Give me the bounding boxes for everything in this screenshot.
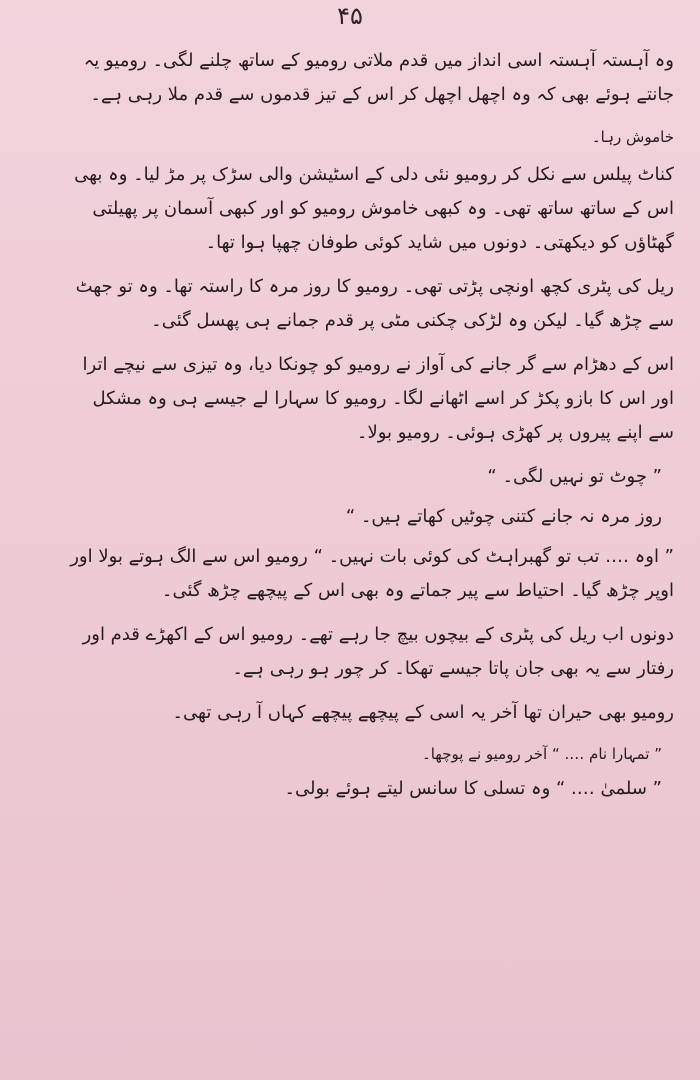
paragraph-4: ریل کی پٹری کچھ اونچی پڑتی تھی۔ رومیو کا روز مرہ کا راستہ تھا۔ وہ تو جھٹ سے چڑھ گیا۔ لیکن وہ لڑکی چکنی مٹی پر قدم جمانے ہی پھسل گئی۔: [75, 276, 674, 331]
paragraph-2: خاموش رہا۔: [591, 128, 674, 146]
dialogue-5: ” سلمیٰ …. “ وہ تسلی کا سانس لیتے ہوئے بولی۔: [284, 778, 662, 799]
dialogue-2: روز مرہ نہ جانے کتنی چوٹیں کھاتے ہیں۔ “: [345, 506, 662, 527]
dialogue-1: ” چوٹ تو نہیں لگی۔ “: [487, 466, 662, 487]
paragraph-5: اس کے دھڑام سے گر جانے کی آواز نے رومیو کو چونکا دیا، وہ تیزی سے نیچے اترا اور اس کا بازو پکڑ کر اسے اٹھانے لگا۔ رومیو کا سہارا لے جیسے ہی وہ مشکل سے اپنے پیروں پر کھڑی ہوئی۔ رومیو بولا۔: [82, 354, 674, 443]
dialogue-3: ” اوہ …. تب تو گھبراہٹ کی کوئی بات نہیں۔ “ رومیو اس سے الگ ہوتے بولا اور اوپر چڑھ گیا۔ احتیاط سے پیر جماتے وہ بھی اس کے پیچھے چڑھ گئی۔: [70, 546, 674, 601]
page-number: ۴۵: [337, 2, 363, 30]
paragraph-7: رومیو بھی حیران تھا آخر یہ اسی کے پیچھے پیچھے کہاں آ رہی تھی۔: [172, 702, 674, 723]
body-text: [64, 44, 674, 812]
paragraph-3: کناٹ پیلس سے نکل کر رومیو نئی دلی کے اسٹیشن والی سڑک پر مڑ لیا۔ وہ بھی اس کے ساتھ ساتھ تھی۔ وہ کبھی خاموش رومیو کو اور کبھی آسمان پر پھیلتی گھٹاؤں کو دیکھتی۔ دونوں میں شاید کوئی طوفان چھپا ہوا تھا۔: [74, 164, 674, 253]
dialogue-4: ” تمہارا نام …. “ آخر رومیو نے پوچھا۔: [421, 745, 662, 763]
paragraph-1: وہ آہستہ آہستہ اسی انداز میں قدم ملاتی رومیو کے ساتھ چلنے لگی۔ رومیو یہ جانتے ہوئے بھی کہ وہ اچھل اچھل کر اس کے تیز قدموں سے قدم ملا رہی ہے۔: [83, 50, 674, 105]
paragraph-6: دونوں اب ریل کی پٹری کے بیچوں بیچ جا رہے تھے۔ رومیو اس کے اکھڑے قدم اور رفتار سے یہ بھی جان پاتا جیسے تھکا۔ کر چور ہو رہی ہے۔: [82, 624, 674, 679]
